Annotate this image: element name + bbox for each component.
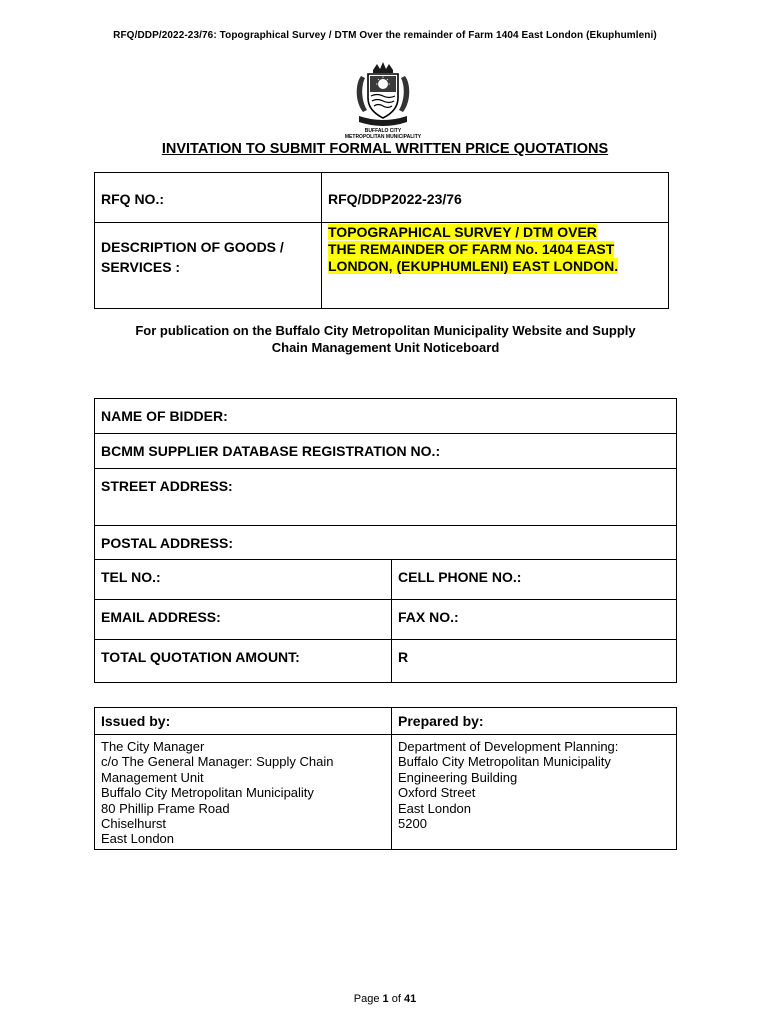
issued-prepared-header-row	[95, 708, 677, 735]
form-row	[95, 600, 677, 640]
running-header: RFQ/DDP/2022-23/76: Topographical Survey / DTM Over the remainder of Farm 1404 East London (Ekuphumleni)	[113, 30, 657, 41]
prepared-by-line: East London	[398, 800, 472, 816]
tel-no-field[interactable]: TEL NO.:	[95, 560, 392, 600]
form-row	[95, 526, 677, 560]
page-title: INVITATION TO SUBMIT FORMAL WRITTEN PRICE QUOTATIONS	[161, 141, 609, 157]
prepared-by-line: 5200	[398, 816, 427, 832]
footer-page-number: 1	[382, 993, 389, 1005]
rfq-description-line: LONDON, (EKUPHUMLENI) EAST LONDON.	[328, 258, 619, 274]
page-footer	[0, 993, 770, 1005]
rfq-description-label	[95, 223, 322, 309]
issued-by-line: Management Unit	[101, 769, 204, 785]
supplier-registration-field[interactable]: BCMM SUPPLIER DATABASE REGISTRATION NO.:	[95, 434, 677, 469]
issued-by-line: Buffalo City Metropolitan Municipality	[101, 785, 314, 801]
prepared-by-line: Buffalo City Metropolitan Municipality	[398, 754, 611, 770]
issued-prepared-body-row	[95, 735, 677, 850]
issued-by-line: Chiselhurst	[101, 816, 167, 832]
rfq-description-label-line: SERVICES :	[101, 259, 181, 275]
total-quotation-label: TOTAL QUOTATION AMOUNT:	[95, 640, 392, 683]
bidder-details-form	[94, 398, 677, 683]
publication-notice-line: For publication on the Buffalo City Metropolitan Municipality Website and Supply	[135, 323, 636, 338]
issued-by-line: c/o The General Manager: Supply Chain	[101, 754, 334, 770]
prepared-by-line: Engineering Building	[398, 769, 518, 785]
municipality-logo	[337, 62, 429, 140]
issued-by-heading: Issued by:	[95, 708, 392, 735]
issued-by-line: East London	[101, 831, 175, 847]
rfq-number-label: RFQ NO.:	[95, 173, 322, 223]
fax-no-field[interactable]: FAX NO.:	[392, 600, 677, 640]
rfq-description-line: THE REMAINDER OF FARM No. 1404 EAST	[328, 241, 615, 257]
postal-address-field[interactable]: POSTAL ADDRESS:	[95, 526, 677, 560]
publication-notice-line: Chain Management Unit Noticeboard	[271, 340, 500, 355]
rfq-description-label-line: DESCRIPTION OF GOODS /	[101, 239, 284, 255]
form-row	[95, 640, 677, 683]
prepared-by-address	[392, 735, 677, 850]
rfq-description-line: TOPOGRAPHICAL SURVEY / DTM OVER	[328, 224, 597, 240]
prepared-by-line: Department of Development Planning:	[398, 739, 619, 754]
form-row	[95, 469, 677, 526]
footer-page-word: Page	[353, 993, 380, 1005]
issued-by-line: The City Manager	[101, 739, 205, 754]
cell-phone-field[interactable]: CELL PHONE NO.:	[392, 560, 677, 600]
footer-of-word: of	[391, 993, 401, 1005]
issued-by-line: 80 Phillip Frame Road	[101, 800, 230, 816]
prepared-by-heading: Prepared by:	[392, 708, 677, 735]
street-address-field[interactable]: STREET ADDRESS:	[95, 469, 677, 526]
email-address-field[interactable]: EMAIL ADDRESS:	[95, 600, 392, 640]
logo-caption-line2: METROPOLITAN MUNICIPALITY	[344, 134, 422, 140]
form-row	[95, 434, 677, 469]
rfq-description-value	[322, 223, 669, 309]
rfq-details-table	[94, 172, 669, 309]
rfq-number-row	[95, 173, 669, 223]
coat-of-arms-icon	[337, 62, 429, 128]
issued-prepared-table	[94, 707, 677, 850]
issued-by-address	[95, 735, 392, 850]
total-quotation-amount-field[interactable]: R	[392, 640, 677, 683]
prepared-by-line: Oxford Street	[398, 785, 476, 801]
name-of-bidder-field[interactable]: NAME OF BIDDER:	[95, 399, 677, 434]
publication-notice	[94, 322, 677, 356]
footer-total-pages: 41	[403, 993, 417, 1005]
form-row	[95, 560, 677, 600]
rfq-description-row	[95, 223, 669, 309]
form-row	[95, 399, 677, 434]
logo-caption-line1: BUFFALO CITY	[364, 128, 402, 134]
rfq-number-value: RFQ/DDP2022-23/76	[322, 173, 669, 223]
